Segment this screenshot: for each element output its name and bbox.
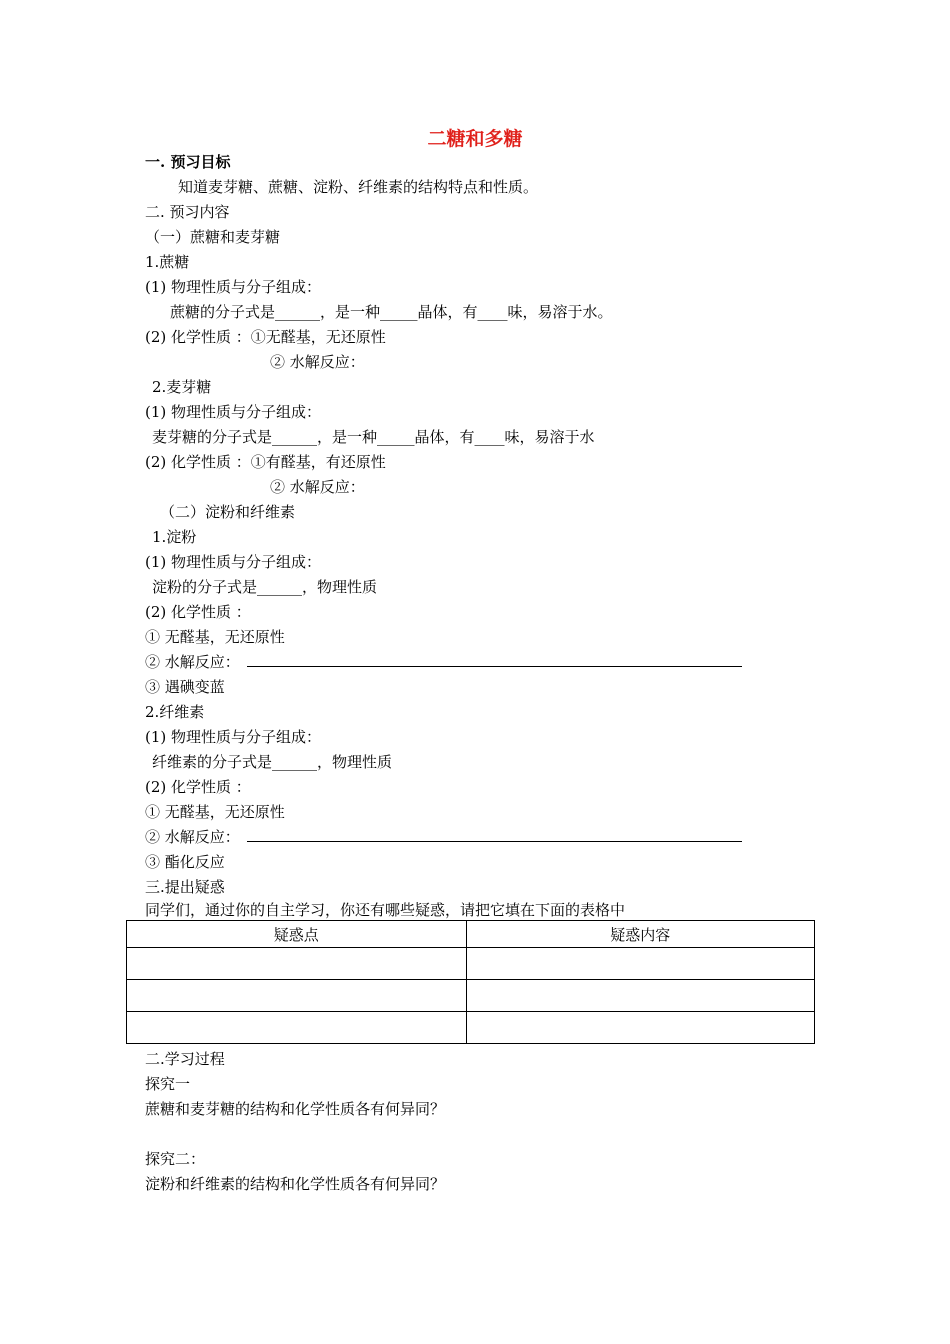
table-row — [127, 1012, 815, 1044]
inquiry-two-text: 淀粉和纤维素的结构和化学性质各有何异同？ — [145, 1175, 446, 1193]
table-row — [127, 980, 815, 1012]
questions-table — [126, 920, 815, 1044]
item-sucrose: 1.蔗糖 — [145, 253, 190, 271]
table-cell[interactable] — [466, 948, 815, 980]
cellulose-esterification: ③ 酯化反应 — [145, 853, 225, 871]
item-cellulose: 2.纤维素 — [145, 703, 205, 721]
sucrose-physical: (1) 物理性质与分子组成： — [145, 278, 322, 296]
table-cell[interactable] — [466, 980, 815, 1012]
starch-hydrolysis: ② 水解反应： — [145, 653, 240, 671]
cellulose-chemical: (2) 化学性质 ： — [145, 778, 251, 796]
table-cell[interactable] — [127, 948, 467, 980]
item-starch: 1.淀粉 — [152, 528, 197, 546]
document-title: 二糖和多糖 — [427, 128, 523, 150]
table-header-row — [127, 921, 815, 948]
table-cell[interactable] — [127, 980, 467, 1012]
table-header-content: 疑惑内容 — [466, 921, 815, 948]
sucrose-hydrolysis: ② 水解反应： — [270, 353, 365, 371]
starch-formula-question: 淀粉的分子式是______，物理性质 — [152, 578, 378, 596]
cellulose-no-aldehyde: ① 无醛基，无还原性 — [145, 803, 285, 821]
subsection-starch-cellulose: （二）淀粉和纤维素 — [160, 503, 296, 521]
starch-physical: (1) 物理性质与分子组成： — [145, 553, 322, 571]
table-cell[interactable] — [466, 1012, 815, 1044]
inquiry-two-label: 探究二： — [145, 1150, 206, 1168]
cellulose-hydrolysis: ② 水解反应： — [145, 828, 240, 846]
table-row — [127, 948, 815, 980]
section-heading-objectives: 一. 预习目标 — [145, 153, 231, 171]
questions-instruction: 同学们，通过你的自主学习，你还有哪些疑惑，请把它填在下面的表格中 — [145, 901, 626, 919]
maltose-physical: (1) 物理性质与分子组成： — [145, 403, 322, 421]
starch-no-aldehyde: ① 无醛基，无还原性 — [145, 628, 285, 646]
item-maltose: 2.麦芽糖 — [152, 378, 212, 396]
starch-iodine: ③ 遇碘变蓝 — [145, 678, 225, 696]
cellulose-physical: (1) 物理性质与分子组成： — [145, 728, 322, 746]
cellulose-hydrolysis-blank — [247, 841, 742, 842]
table-cell[interactable] — [127, 1012, 467, 1044]
cellulose-formula-question: 纤维素的分子式是______，物理性质 — [152, 753, 393, 771]
sucrose-formula-question: 蔗糖的分子式是______，是一种_____晶体，有____味，易溶于水。 — [170, 303, 613, 321]
maltose-formula-question: 麦芽糖的分子式是______，是一种_____晶体，有____味，易溶于水 — [152, 428, 595, 446]
objectives-text: 知道麦芽糖、蔗糖、淀粉、纤维素的结构特点和性质。 — [178, 178, 539, 196]
inquiry-one-label: 探究一 — [145, 1075, 191, 1093]
starch-chemical: (2) 化学性质 ： — [145, 603, 251, 621]
section-heading-process: 二.学习过程 — [145, 1050, 225, 1068]
sucrose-chemical: (2) 化学性质 ：①无醛基，无还原性 — [145, 328, 386, 346]
section-heading-questions: 三.提出疑惑 — [145, 878, 225, 896]
table-header-point: 疑惑点 — [127, 921, 467, 948]
section-heading-preview: 二. 预习内容 — [145, 203, 230, 221]
subsection-sucrose-maltose: （一）蔗糖和麦芽糖 — [145, 228, 281, 246]
maltose-hydrolysis: ② 水解反应： — [270, 478, 365, 496]
inquiry-one-text: 蔗糖和麦芽糖的结构和化学性质各有何异同？ — [145, 1100, 446, 1118]
starch-hydrolysis-blank — [247, 666, 742, 667]
maltose-chemical: (2) 化学性质 ：①有醛基，有还原性 — [145, 453, 386, 471]
